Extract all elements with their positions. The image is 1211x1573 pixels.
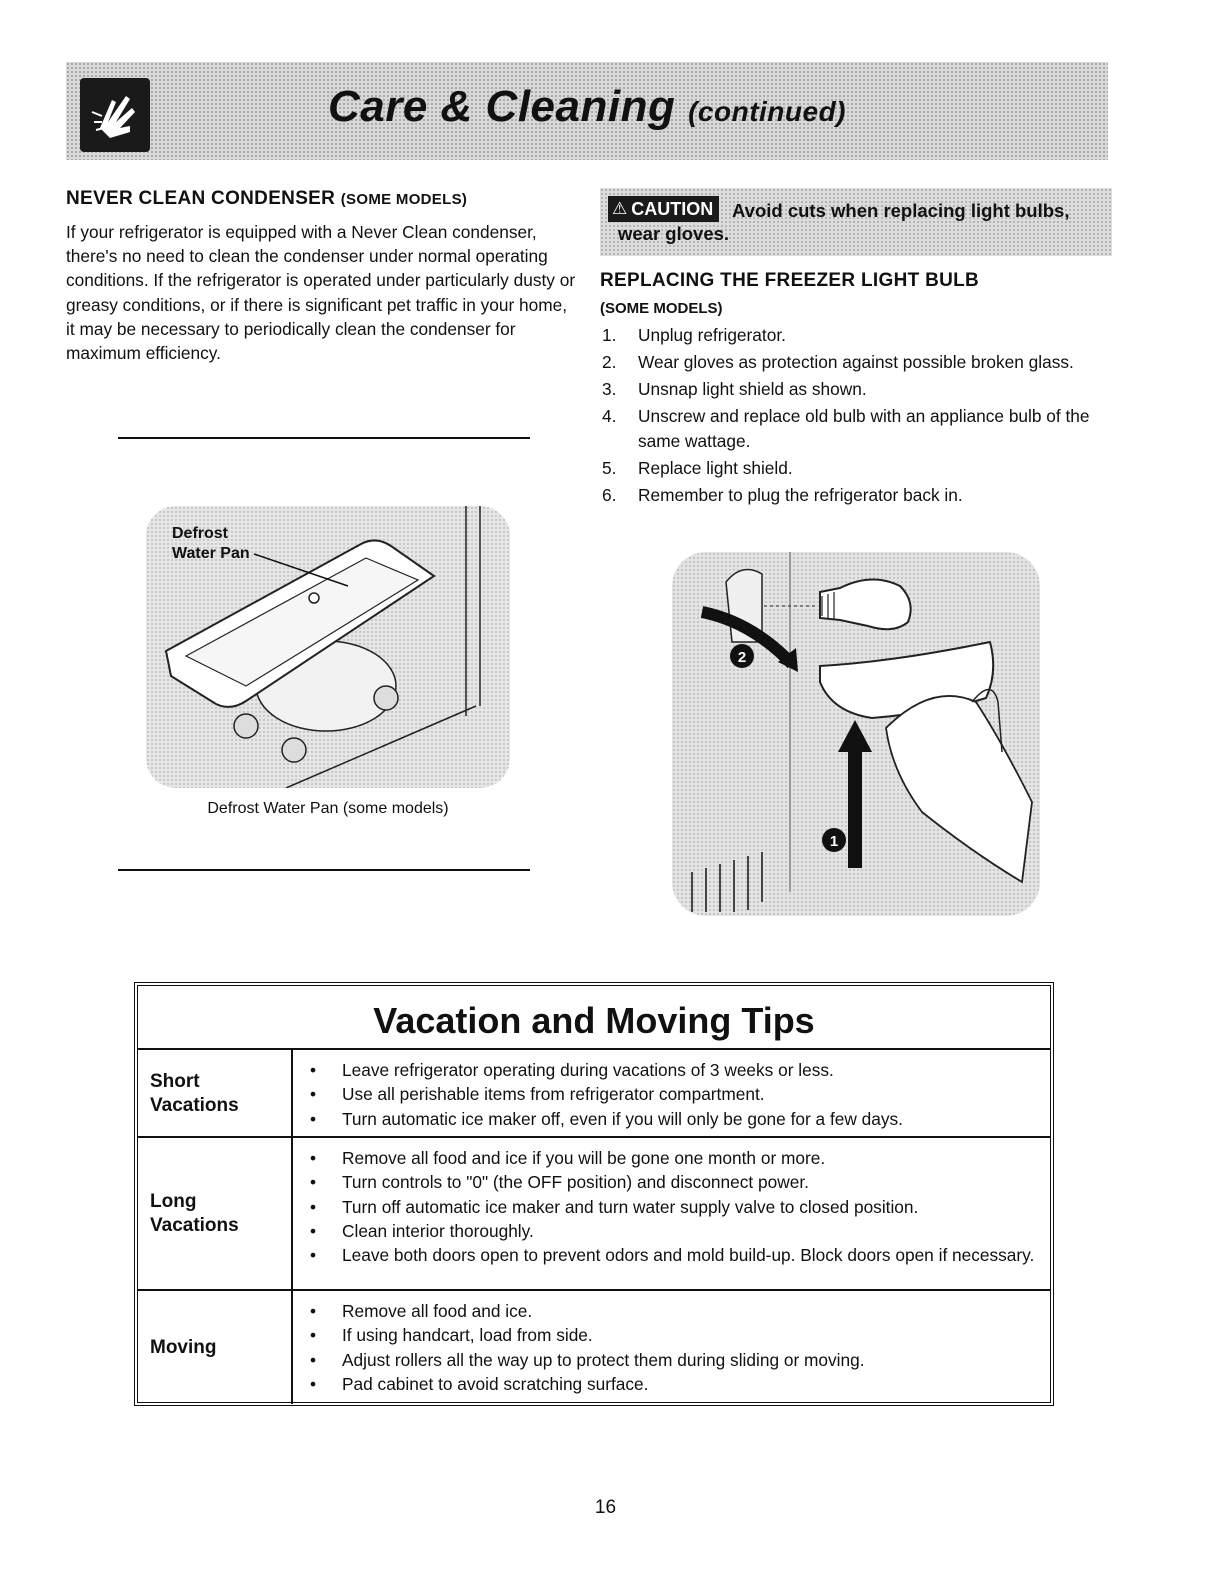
tips-row-short-vacations [138, 1048, 1050, 1138]
marker-1: 1 [829, 833, 839, 850]
list-item: • Clean interior thoroughly. [308, 1219, 1038, 1243]
step-item: 3. Unsnap light shield as shown. [602, 379, 867, 399]
freezer-bulb-steps [600, 323, 1100, 510]
list-item: • Turn automatic ice maker off, even if you will only be gone for a few days. [308, 1107, 1038, 1131]
list-item: • Use all perishable items from refrigerator compartment. [308, 1082, 1038, 1106]
never-clean-body: If your refrigerator is equipped with a Never Clean condenser, there's no need to clean the condenser under normal operating conditions. If the refrigerator is operated under particularly dusty or greasy conditions, or if there is significant pet traffic in your home, it may be necessary to periodically clean the condenser for maximum efficiency. [66, 222, 576, 364]
freezer-bulb-subheading: (SOME MODELS) [600, 300, 723, 317]
list-item: • Pad cabinet to avoid scratching surface. [308, 1372, 1038, 1396]
tips-list [308, 1299, 1038, 1396]
page-header [66, 62, 1108, 160]
defrost-label-line2: Water Pan [172, 545, 250, 562]
freezer-bulb-heading: REPLACING THE FREEZER LIGHT BULB [600, 270, 980, 291]
defrost-figure-caption: Defrost Water Pan (some models) [207, 800, 449, 817]
list-item: • Leave refrigerator operating during vacations of 3 weeks or less. [308, 1058, 1038, 1082]
tips-title: Vacation and Moving Tips [373, 1000, 815, 1041]
tips-category: Moving [150, 1337, 217, 1358]
section-divider-top [118, 437, 530, 439]
caution-badge-label: CAUTION [631, 199, 714, 219]
step-item: 1. Unplug refrigerator. [602, 325, 786, 345]
step-item: 5. Replace light shield. [602, 458, 793, 478]
step-item: 2. Wear gloves as protection against possible broken glass. [602, 352, 1074, 372]
page-title: Care & Cleaning (continued) [327, 82, 847, 131]
list-item: • Turn controls to "0" (the OFF position) and disconnect power. [308, 1170, 1038, 1194]
section-divider-bottom [118, 869, 530, 871]
column-divider [291, 1050, 293, 1138]
column-divider [291, 1291, 293, 1404]
step-item: 6. Remember to plug the refrigerator back in. [602, 485, 963, 505]
defrost-water-pan-figure [146, 506, 510, 788]
page-number: 16 [594, 1497, 617, 1518]
page-title-continued: (continued) [688, 96, 847, 127]
tips-category: Short Vacations [150, 1071, 239, 1116]
caution-text-line2: wear gloves. [618, 223, 730, 244]
warning-triangle-icon: ⚠ [612, 199, 628, 218]
list-item: • Leave both doors open to prevent odors and mold build-up. Block doors open if necessary. [308, 1243, 1038, 1267]
caution-box [600, 188, 1112, 256]
list-item: • Remove all food and ice. [308, 1299, 1038, 1323]
light-bulb-replacement-figure [672, 552, 1040, 916]
never-clean-heading: NEVER CLEAN CONDENSER (SOME MODELS) [66, 188, 468, 209]
tips-list [308, 1058, 1038, 1131]
vacation-moving-tips-table [134, 982, 1054, 1406]
caution-text-line1: Avoid cuts when replacing light bulbs, [732, 200, 1070, 221]
tips-category: Long Vacations [150, 1191, 239, 1236]
step-item: 4. Unscrew and replace old bulb with an appliance bulb of the same wattage. [602, 406, 1090, 451]
marker-2: 2 [737, 649, 747, 666]
column-divider [291, 1138, 293, 1291]
tips-list [308, 1146, 1038, 1267]
list-item: • Remove all food and ice if you will be gone one month or more. [308, 1146, 1038, 1170]
defrost-label-line1: Defrost [172, 525, 229, 542]
list-item: • Turn off automatic ice maker and turn water supply valve to closed position. [308, 1195, 1038, 1219]
never-clean-heading-note: (SOME MODELS) [340, 191, 468, 208]
list-item: • Adjust rollers all the way up to protect them during sliding or moving. [308, 1348, 1038, 1372]
list-item: • If using handcart, load from side. [308, 1323, 1038, 1347]
tips-row-moving [138, 1289, 1050, 1404]
caution-badge [608, 196, 719, 222]
tips-row-long-vacations [138, 1136, 1050, 1291]
